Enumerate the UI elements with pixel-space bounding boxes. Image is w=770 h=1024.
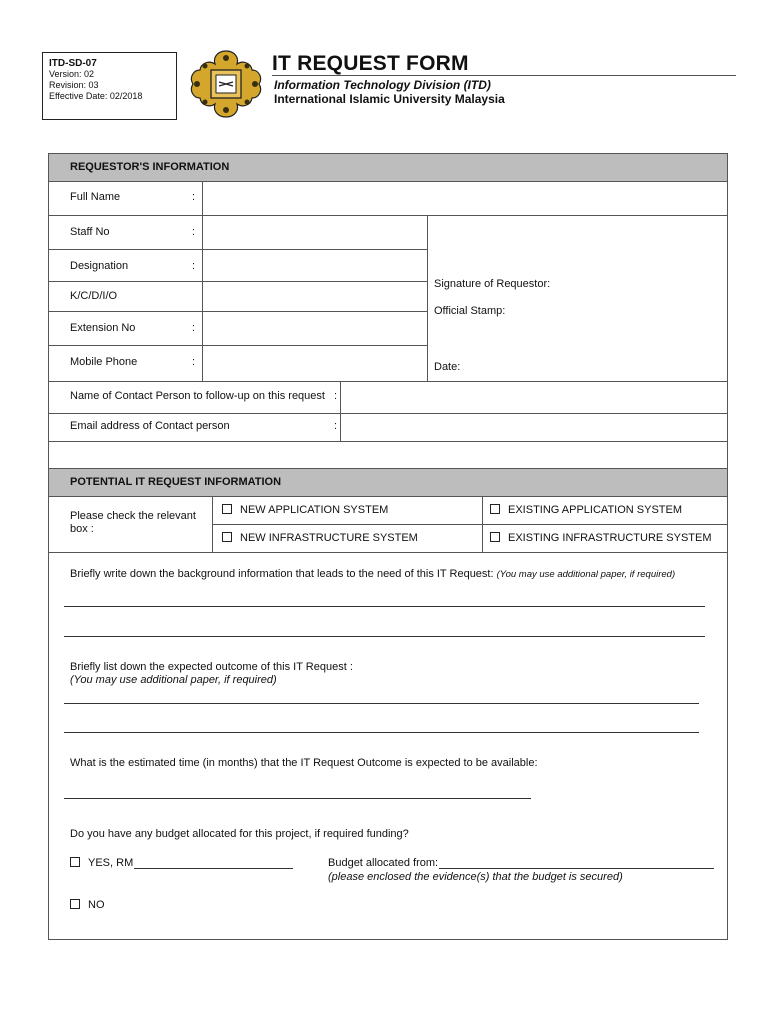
- option-label: EXISTING INFRASTRUCTURE SYSTEM: [508, 532, 712, 544]
- division-name: Information Technology Division (ITD): [274, 78, 491, 92]
- checkbox[interactable]: [490, 504, 500, 514]
- colon: :: [192, 260, 196, 272]
- document-info-box: [42, 52, 177, 120]
- existing-application-option[interactable]: [490, 504, 682, 516]
- colon: :: [192, 226, 196, 238]
- option-label: NEW INFRASTRUCTURE SYSTEM: [240, 532, 418, 544]
- colon: :: [334, 390, 338, 402]
- outcome-note: (You may use additional paper, if required): [70, 674, 277, 686]
- document-version: Version: 02: [49, 69, 95, 79]
- colon: :: [192, 356, 196, 368]
- contact-name-label: Name of Contact Person to follow-up on this request: [70, 390, 325, 402]
- outcome-question: Briefly list down the expected outcome of this IT Request :: [70, 661, 353, 673]
- existing-infrastructure-option[interactable]: [490, 532, 712, 544]
- options-column-divider: [482, 497, 483, 553]
- background-question: [70, 568, 675, 580]
- extension-field[interactable]: [203, 312, 427, 345]
- signature-label: Signature of Requestor:: [434, 278, 551, 290]
- no-label: NO: [88, 899, 105, 911]
- designation-field[interactable]: [203, 250, 427, 281]
- mobile-field[interactable]: [203, 346, 427, 381]
- checkbox[interactable]: [490, 532, 500, 542]
- full-name-label: Full Name: [70, 191, 121, 203]
- outcome-answer-line[interactable]: [64, 732, 699, 733]
- option-label: EXISTING APPLICATION SYSTEM: [508, 504, 683, 516]
- kcdio-field[interactable]: [203, 282, 427, 311]
- background-question-text: Briefly write down the background information that leads to the need of this IT Request:: [70, 568, 494, 580]
- staff-no-field[interactable]: [203, 216, 427, 249]
- contact-name-field[interactable]: [341, 382, 727, 413]
- stamp-label: Official Stamp:: [434, 305, 506, 317]
- full-name-field[interactable]: [203, 182, 727, 215]
- colon: :: [192, 322, 196, 334]
- divider: [49, 552, 727, 553]
- contact-email-field[interactable]: [341, 414, 727, 441]
- background-answer-line[interactable]: [64, 636, 705, 637]
- contact-email-label: Email address of Contact person: [70, 420, 230, 432]
- time-answer-line[interactable]: [64, 798, 531, 799]
- checkbox[interactable]: [70, 899, 80, 909]
- request-form: [48, 153, 728, 940]
- divider: [49, 496, 727, 497]
- new-application-option[interactable]: [222, 504, 388, 516]
- mobile-label: Mobile Phone: [70, 356, 138, 368]
- checkbox[interactable]: [70, 857, 80, 867]
- checkbox[interactable]: [222, 532, 232, 542]
- designation-label: Designation: [70, 260, 129, 272]
- background-note: (You may use additional paper, if required): [496, 569, 676, 580]
- colon: :: [192, 191, 196, 203]
- yes-option[interactable]: [70, 857, 133, 869]
- form-title: IT REQUEST FORM: [272, 52, 469, 75]
- checkbox[interactable]: [222, 504, 232, 514]
- background-answer-line[interactable]: [64, 606, 705, 607]
- staff-no-label: Staff No: [70, 226, 110, 238]
- divider: [212, 524, 727, 525]
- budget-from-label: Budget allocated from:: [328, 857, 439, 869]
- budget-amount-line[interactable]: [134, 868, 293, 869]
- colon: :: [334, 420, 338, 432]
- budget-source-line[interactable]: [439, 868, 714, 869]
- check-box-label: Please check the relevant box :: [70, 510, 196, 535]
- kcdio-label: K/C/D/I/O: [70, 290, 118, 302]
- options-column-divider: [212, 497, 213, 553]
- no-option[interactable]: [70, 899, 105, 911]
- option-label: NEW APPLICATION SYSTEM: [240, 504, 389, 516]
- budget-question: Do you have any budget allocated for this project, if required funding?: [70, 828, 409, 840]
- document-revision: Revision: 03: [49, 80, 99, 90]
- requestor-section-header: REQUESTOR'S INFORMATION: [49, 154, 727, 181]
- document-effective-date: Effective Date: 02/2018: [49, 91, 143, 101]
- divider: [49, 441, 727, 442]
- document-code: ITD-SD-07: [49, 58, 97, 69]
- extension-label: Extension No: [70, 322, 136, 334]
- signature-column-divider: [427, 216, 428, 382]
- title-divider: [272, 75, 736, 76]
- iium-crest-icon: [187, 48, 265, 120]
- time-question: What is the estimated time (in months) that the IT Request Outcome is expected to be available:: [70, 757, 538, 769]
- outcome-answer-line[interactable]: [64, 703, 699, 704]
- budget-note: (please enclosed the evidence(s) that the budget is secured): [328, 871, 623, 883]
- yes-label: YES, RM: [88, 857, 134, 869]
- date-label: Date:: [434, 361, 461, 373]
- new-infrastructure-option[interactable]: [222, 532, 418, 544]
- university-name: International Islamic University Malaysia: [274, 92, 505, 106]
- potential-section-header: POTENTIAL IT REQUEST INFORMATION: [49, 469, 727, 496]
